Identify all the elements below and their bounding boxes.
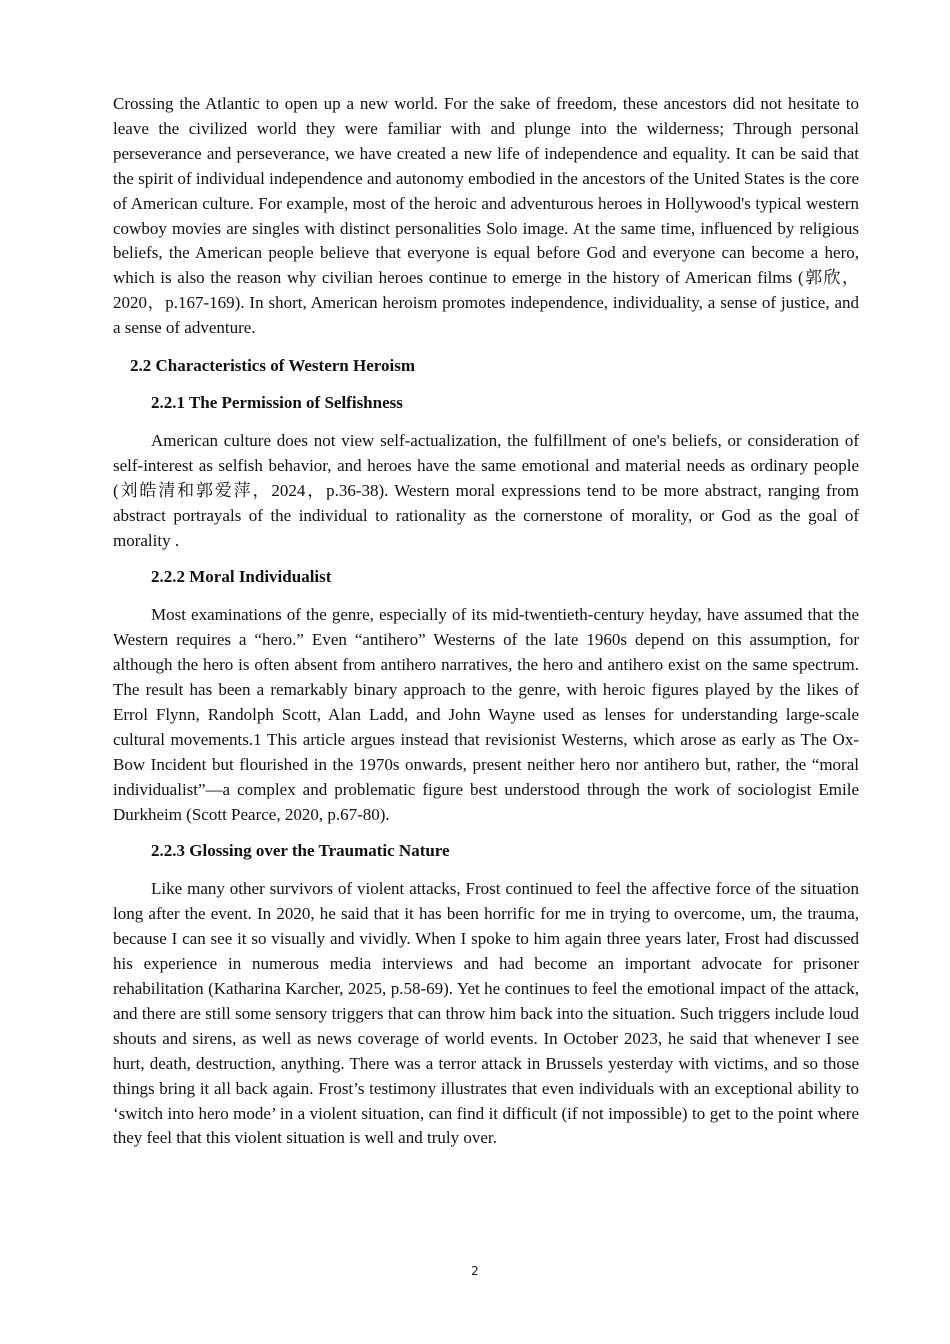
paragraph-selfishness: American culture does not view self-actualization, the fulfillment of one's beliefs, or consideration of self-interest as selfish behavior, and heroes have the same emotional and material needs as ordinary people (刘皓清和郭爱萍，2024，p.36-38). Western moral expressions tend to be more abstract, ranging from abstract portrayals of the individual to rationality as the cornerstone of morality, or God as the goal of morality . (113, 430, 859, 550)
page-number: 2 (471, 1264, 479, 1278)
subsection-heading-2-2-2: 2.2.2 Moral Individualist (151, 567, 332, 587)
paragraph-american-heroism: Crossing the Atlantic to open up a new world. For the sake of freedom, these ancestors did not hesitate to leave the civilized world they were familiar with and plunge into the wilderness; Through personal perseverance and perseverance, we have created a new life of independence and equality. It can be said that the spirit of individual independence and autonomy embodied in the ancestors of the United States is the core of American culture. For example, most of the heroic and adventurous heroes in Hollywood's typical western cowboy movies are singles with distinct personalities Solo image. At the same time, influenced by religious beliefs, the American people believe that everyone is equal before God and everyone can become a hero, which is also the reason why civilian heroes continue to emerge in the history of American films (郭欣，2020，p.167-169). In short, American heroism promotes independence, individuality, a sense of justice, and a sense of adventure. (113, 94, 859, 338)
section-heading-2-2: 2.2 Characteristics of Western Heroism (130, 356, 415, 376)
subsection-heading-2-2-3: 2.2.3 Glossing over the Traumatic Nature (151, 841, 450, 861)
paragraph-moral-individualist: Most examinations of the genre, especially of its mid-twentieth-century heyday, have assumed that the Western requires a “hero.” Even “antihero” Westerns of the late 1960s depend on this assumption, for although the hero is often absent from antihero narratives, the hero and antihero exist on the same spectrum. The result has been a remarkably binary approach to the genre, with heroic figures played by the likes of Errol Flynn, Randolph Scott, Alan Ladd, and John Wayne used as lenses for understanding large-scale cultural movements.1 This article argues instead that revisionist Westerns, which arose as early as The Ox-Bow Incident but flourished in the 1970s onwards, present neither hero nor antihero but, rather, the “moral individualist”—a complex and problematic figure best understood through the work of sociologist Emile Durkheim (Scott Pearce, 2020, p.67-80). (113, 605, 859, 824)
paragraph-traumatic-nature: Like many other survivors of violent attacks, Frost continued to feel the affective force of the situation long after the event. In 2020, he said that it has been horrific for me in trying to overcome, um, the trauma, because I can see it so visually and vividly. When I spoke to him again three years later, Frost had discussed his experience in numerous media interviews and had become an important advocate for prisoner rehabilitation (Katharina Karcher, 2025, p.58-69). Yet he continues to feel the emotional impact of the attack, and there are still some sensory triggers that can throw him back into the situation. Such triggers include loud shouts and sirens, as well as news coverage of world events. In October 2023, he said that whenever I see hurt, death, destruction, anything. There was a terror attack in Brussels yesterday with victims, and so those things bring it all back again. Frost’s testimony illustrates that even individuals with an exceptional ability to ‘switch into hero mode’ in a violent situation, can find it difficult (if not impossible) to get to the point where they feel that this violent situation is well and truly over. (113, 879, 859, 1148)
subsection-heading-2-2-1: 2.2.1 The Permission of Selfishness (151, 392, 403, 412)
document-body (113, 92, 859, 1151)
